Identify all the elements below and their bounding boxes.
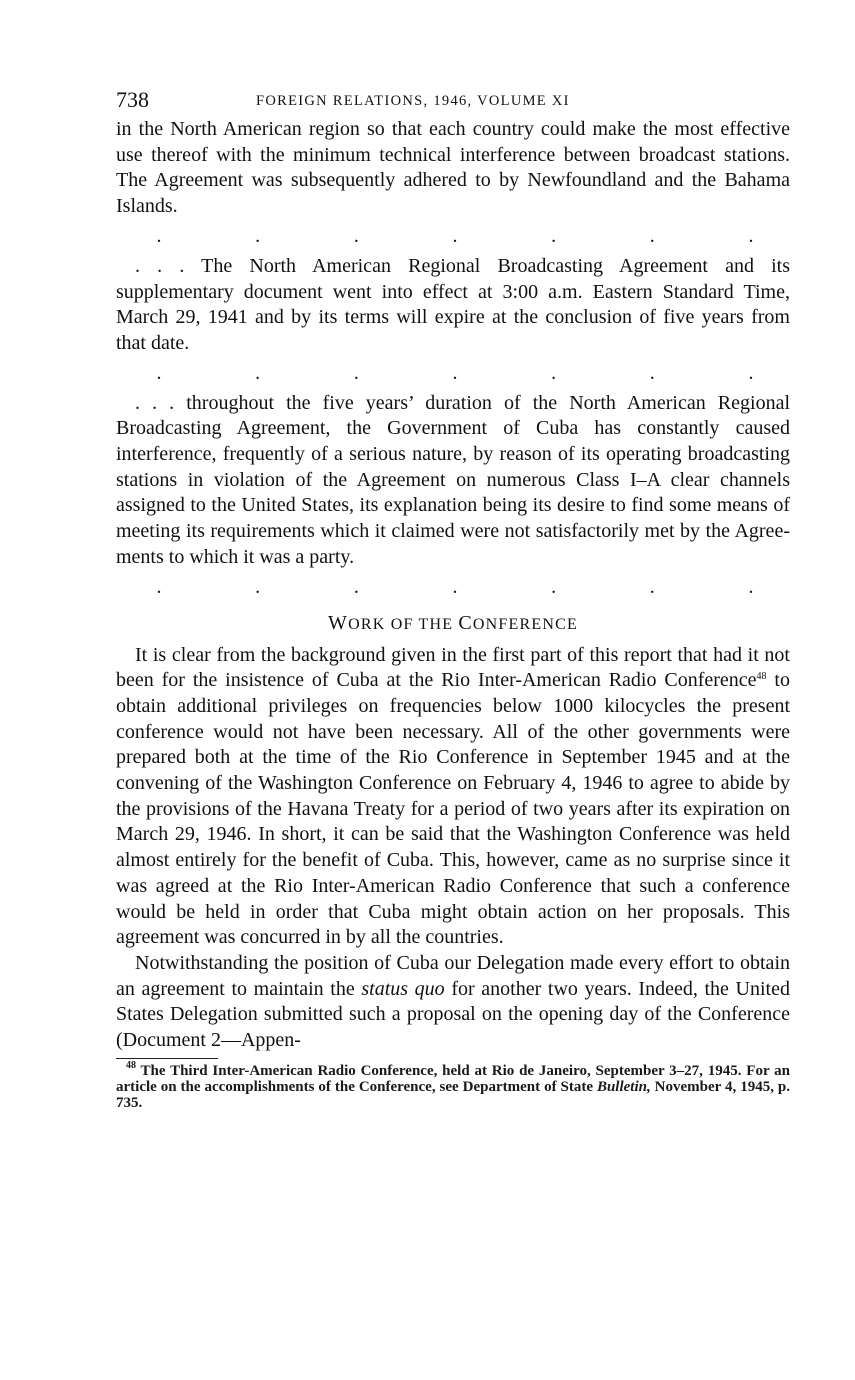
ellipsis-dot: . — [156, 576, 162, 599]
footnote-italic: Bulletin, — [596, 1078, 651, 1095]
ellipsis-dot: . — [649, 362, 655, 385]
ellipsis-row-2 — [116, 357, 790, 391]
ellipsis-dot: . — [748, 225, 754, 248]
footnote-text-a: The Third Inter-American Radio Conference, held at Rio de Janeiro, September 3–27, 1945. For an article on the accomplishments of the Conference, see Department of State — [116, 1062, 790, 1095]
ellipsis-dot: . — [255, 576, 261, 599]
ellipsis-dot: . — [156, 362, 162, 385]
footnote-reference: 48 — [756, 671, 767, 683]
heading-initial-w: W — [328, 611, 349, 634]
footnote-divider — [116, 1058, 218, 1059]
ellipsis-dot: . — [551, 362, 557, 385]
ellipsis-dot: . — [452, 576, 458, 599]
ellipsis-dot: . — [649, 225, 655, 248]
paragraph-5-text-b: for another two years. Indeed, the United States Delegation submitted such a proposal on the opening day of the Conference (Document 2—Appen- — [116, 977, 790, 1052]
footnote-text-b: November 4, 1945, p. 735. — [116, 1078, 790, 1111]
ellipsis-dot: . — [748, 576, 754, 599]
paragraph-4 — [116, 643, 790, 951]
heading-part-2: ONFERENCE — [472, 615, 578, 633]
heading-part-1: ORK OF THE — [348, 615, 459, 633]
footnote-48 — [116, 1059, 790, 1111]
ellipsis-dot: . — [353, 362, 359, 385]
ellipsis-dot: . — [551, 576, 557, 599]
ellipsis-dot: . — [255, 362, 261, 385]
footnote-marker: 48 — [126, 1059, 136, 1071]
paragraph-5-italic: status quo — [361, 977, 445, 1000]
paragraph-5 — [116, 951, 790, 1054]
document-page — [116, 85, 790, 1111]
page-header — [116, 85, 790, 117]
ellipsis-dot: . — [551, 225, 557, 248]
heading-initial-c: C — [458, 611, 473, 634]
ellipsis-row-1 — [116, 220, 790, 254]
ellipsis-dot: . — [649, 576, 655, 599]
ellipsis-dot: . — [255, 225, 261, 248]
paragraph-2: . . . The North American Regional Broadcasting Agreement and its supplementary document went into effect at 3:00 a.m. Eastern Standard Time, March 29, 1941 and by its terms will expire at the conclusion of five years from that date. — [116, 254, 790, 354]
section-heading — [116, 611, 790, 635]
ellipsis-dot: . — [452, 362, 458, 385]
paragraph-1: in the North American region so that each country could make the most effective use thereof with the minimum technical interference between broadcast stations. The Agreement was subsequently adhered to by Newfoundland and the Bahama Islands. — [116, 118, 790, 218]
ellipsis-dot: . — [353, 225, 359, 248]
paragraph-5-text-a: Notwithstanding the position of Cuba our Delegation made every effort to obtain an agreement to maintain the — [116, 951, 790, 1000]
ellipsis-dot: . — [353, 576, 359, 599]
running-head: FOREIGN RELATIONS, 1946, VOLUME XI — [256, 93, 570, 109]
paragraph-4-text-a: It is clear from the background given in the first part of this report that had it not been for the insistence of Cuba at the Rio Inter-American Radio Conference — [116, 643, 790, 692]
ellipsis-dot: . — [156, 225, 162, 248]
paragraph-3: . . . throughout the five years’ duration of the North American Regional Broadcasting Agreement, the Government of Cuba has constantly caused interference, frequently of a serious nature, by reason of its operating broadcasting stations in violation of the Agreement on numerous Class I–A clear channels assigned to the United States, its explanation being its desire to find some means of meeting its requirements which it claimed were not satisfactorily met by the Agreements to which it was a party. — [116, 391, 790, 568]
page-number: 738 — [116, 87, 149, 112]
ellipsis-dot: . — [452, 225, 458, 248]
ellipsis-dot: . — [748, 362, 754, 385]
ellipsis-row-3 — [116, 571, 790, 605]
paragraph-4-text-b: to obtain additional privileges on frequencies below 1000 kilocycles the present conference would not have been necessary. All of the other governments were prepared both at the time of the Rio Conference in September 1945 and at the convening of the Washington Conference on February 4, 1946 to agree to abide by the provisions of the Havana Treaty for a period of two years after its expiration on March 29, 1946. In short, it can be said that the Washington Conference was held almost entirely for the benefit of Cuba. This, however, came as no surprise since it was agreed at the Rio Inter-American Radio Conference that such a conference would be held in order that Cuba might obtain action on her proposals. This agreement was concurred in by all the countries. — [116, 669, 790, 949]
